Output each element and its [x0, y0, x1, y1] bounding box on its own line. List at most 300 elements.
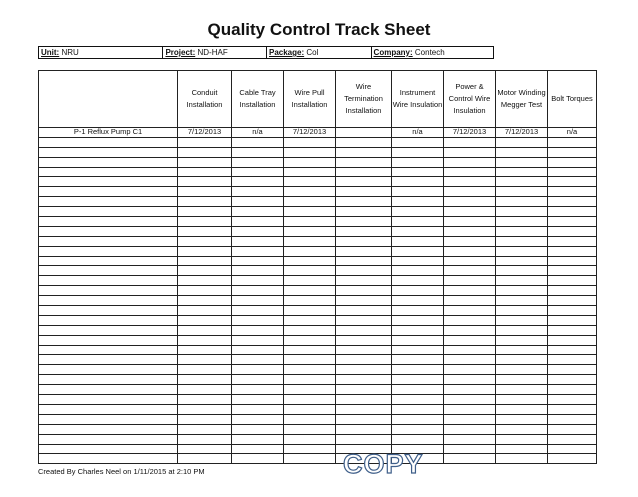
table-row-empty — [39, 276, 597, 286]
table-cell-empty — [178, 335, 232, 345]
column-header: Conduit Installation — [178, 71, 232, 128]
table-cell-empty — [178, 325, 232, 335]
table-cell-empty — [444, 177, 496, 187]
table-row-empty — [39, 424, 597, 434]
table-row-empty — [39, 137, 597, 147]
table-cell-empty — [284, 444, 336, 454]
table-cell-empty — [178, 444, 232, 454]
table-cell-empty — [548, 197, 597, 207]
table-cell-empty — [444, 197, 496, 207]
table-cell-empty — [336, 296, 392, 306]
table-row-empty — [39, 207, 597, 217]
table-cell-empty — [444, 147, 496, 157]
table-cell-empty — [336, 355, 392, 365]
table-cell-empty — [39, 157, 178, 167]
table-cell-empty — [496, 365, 548, 375]
table-row-empty — [39, 385, 597, 395]
company-cell — [372, 47, 493, 58]
table-cell-empty — [178, 276, 232, 286]
table-cell-empty — [178, 454, 232, 464]
unit-label: Unit: — [41, 48, 60, 57]
table-cell-empty — [232, 217, 284, 227]
table-cell-empty — [336, 276, 392, 286]
table-cell-empty — [336, 404, 392, 414]
table-cell-empty — [178, 414, 232, 424]
table-cell-empty — [178, 355, 232, 365]
table-cell-empty — [548, 385, 597, 395]
table-cell-empty — [548, 444, 597, 454]
table-cell-empty — [496, 286, 548, 296]
table-cell-empty — [178, 385, 232, 395]
table-row-empty — [39, 434, 597, 444]
table-cell-empty — [284, 365, 336, 375]
table-cell-empty — [284, 157, 336, 167]
table-cell-empty — [496, 325, 548, 335]
table-cell: 7/12/2013 — [284, 128, 336, 138]
table-row-empty — [39, 256, 597, 266]
table-cell-empty — [284, 217, 336, 227]
table-cell-empty — [336, 325, 392, 335]
unit-value: NRU — [61, 48, 79, 57]
table-cell-empty — [392, 296, 444, 306]
table-cell-empty — [496, 385, 548, 395]
table-cell-empty — [232, 296, 284, 306]
table-cell-empty — [178, 167, 232, 177]
table-cell-empty — [392, 177, 444, 187]
table-cell-empty — [232, 137, 284, 147]
table-cell-empty — [496, 187, 548, 197]
table-cell-empty — [284, 137, 336, 147]
table-cell-empty — [39, 266, 178, 276]
table-row-empty — [39, 315, 597, 325]
table-cell: n/a — [548, 128, 597, 138]
table-cell-empty — [232, 197, 284, 207]
table-cell-empty — [39, 315, 178, 325]
table-cell-empty — [444, 266, 496, 276]
table-row-empty — [39, 236, 597, 246]
column-header: Power & Control Wire Insulation — [444, 71, 496, 128]
company-label: Company: — [373, 48, 413, 57]
table-cell-empty — [444, 315, 496, 325]
table-cell-empty — [232, 147, 284, 157]
table-cell-empty — [444, 385, 496, 395]
table-cell-empty — [39, 424, 178, 434]
table-cell-empty — [232, 414, 284, 424]
table-cell-empty — [444, 306, 496, 316]
table-cell-empty — [392, 217, 444, 227]
table-cell-empty — [444, 355, 496, 365]
company-value: Contech — [414, 48, 445, 57]
table-cell-empty — [39, 375, 178, 385]
table-cell-empty — [548, 167, 597, 177]
table-cell-empty — [284, 335, 336, 345]
table-cell-empty — [178, 306, 232, 316]
table-cell-empty — [284, 187, 336, 197]
table-cell-empty — [178, 365, 232, 375]
table-cell-empty — [284, 375, 336, 385]
table-cell-empty — [548, 296, 597, 306]
table-cell-empty — [232, 444, 284, 454]
table-cell-empty — [178, 424, 232, 434]
table-cell-empty — [548, 226, 597, 236]
table-row-empty — [39, 177, 597, 187]
table-cell-empty — [284, 345, 336, 355]
table-cell-empty — [284, 355, 336, 365]
table-cell-empty — [392, 404, 444, 414]
table-cell-empty — [548, 424, 597, 434]
table-cell-empty — [496, 177, 548, 187]
package-cell — [267, 47, 372, 58]
table-cell-empty — [336, 315, 392, 325]
table-cell-empty — [178, 226, 232, 236]
page-title: Quality Control Track Sheet — [207, 20, 431, 39]
table-cell-empty — [336, 147, 392, 157]
table-cell-empty — [284, 236, 336, 246]
table-cell-empty — [39, 306, 178, 316]
table-row-empty — [39, 296, 597, 306]
table-cell-empty — [284, 276, 336, 286]
table-cell-empty — [178, 404, 232, 414]
table-cell-empty — [392, 325, 444, 335]
table-cell-empty — [392, 365, 444, 375]
table-cell-empty — [336, 414, 392, 424]
table-cell-empty — [39, 217, 178, 227]
table-cell-empty — [444, 296, 496, 306]
table-cell-empty — [39, 325, 178, 335]
table-cell-empty — [548, 345, 597, 355]
table-cell-empty — [336, 395, 392, 405]
table-cell-empty — [444, 137, 496, 147]
table-cell-empty — [178, 395, 232, 405]
table-cell-empty — [284, 246, 336, 256]
package-value: Col — [306, 48, 319, 57]
table-cell-empty — [548, 404, 597, 414]
table-cell-empty — [392, 207, 444, 217]
table-cell-empty — [178, 217, 232, 227]
table-cell-empty — [336, 365, 392, 375]
table-cell-empty — [39, 197, 178, 207]
table-cell-empty — [392, 434, 444, 444]
table-cell-empty — [178, 147, 232, 157]
table-cell-empty — [496, 236, 548, 246]
table-cell-empty — [496, 434, 548, 444]
table-cell-empty — [392, 375, 444, 385]
project-value: ND-HAF — [197, 48, 228, 57]
table-cell-empty — [496, 256, 548, 266]
table-cell — [336, 128, 392, 138]
table-row-empty — [39, 167, 597, 177]
table-cell-empty — [496, 414, 548, 424]
table-cell-empty — [39, 207, 178, 217]
table-cell-empty — [444, 207, 496, 217]
table-cell-empty — [336, 226, 392, 236]
table-row-empty — [39, 335, 597, 345]
table-cell-empty — [496, 217, 548, 227]
table-cell-empty — [496, 296, 548, 306]
table-cell-empty — [496, 375, 548, 385]
table-row-empty — [39, 414, 597, 424]
info-header-row — [38, 46, 494, 59]
table-row-empty — [39, 226, 597, 236]
table-cell-empty — [178, 266, 232, 276]
table-cell-empty — [444, 365, 496, 375]
table-cell-empty — [178, 375, 232, 385]
table-row-empty — [39, 217, 597, 227]
table-cell-empty — [232, 315, 284, 325]
table-cell-empty — [392, 335, 444, 345]
table-cell-empty — [548, 207, 597, 217]
table-cell-empty — [336, 266, 392, 276]
table-row-empty — [39, 355, 597, 365]
table-cell-empty — [284, 404, 336, 414]
table-cell-empty — [444, 187, 496, 197]
table-cell-empty — [392, 395, 444, 405]
table-cell-empty — [392, 246, 444, 256]
table-row-empty — [39, 444, 597, 454]
table-row-empty — [39, 157, 597, 167]
table-row-empty — [39, 266, 597, 276]
table-cell-empty — [232, 187, 284, 197]
table-cell: n/a — [232, 128, 284, 138]
table-cell-empty — [444, 157, 496, 167]
table-cell-empty — [284, 167, 336, 177]
table-cell-empty — [232, 365, 284, 375]
column-header: Wire Pull Installation — [284, 71, 336, 128]
table-cell-empty — [39, 414, 178, 424]
table-cell-empty — [496, 404, 548, 414]
table-cell-empty — [232, 434, 284, 444]
table-cell-empty — [284, 306, 336, 316]
table-cell-empty — [39, 226, 178, 236]
table-cell-empty — [444, 434, 496, 444]
table-cell-empty — [496, 226, 548, 236]
table-cell-empty — [39, 395, 178, 405]
table-cell-empty — [232, 226, 284, 236]
copy-stamp: COPY — [343, 449, 424, 479]
column-header: Instrument Wire Insulation — [392, 71, 444, 128]
table-cell-empty — [39, 246, 178, 256]
table-cell-empty — [284, 395, 336, 405]
table-cell-empty — [496, 454, 548, 464]
table-cell-empty — [336, 246, 392, 256]
table-cell-empty — [444, 404, 496, 414]
table-cell-empty — [392, 414, 444, 424]
table-cell-empty — [336, 385, 392, 395]
table-cell-empty — [444, 256, 496, 266]
project-cell — [163, 47, 267, 58]
table-cell-empty — [548, 236, 597, 246]
table-row-empty — [39, 197, 597, 207]
table-cell-empty — [392, 424, 444, 434]
table-cell-empty — [178, 256, 232, 266]
table-cell-empty — [232, 325, 284, 335]
table-cell-empty — [496, 157, 548, 167]
table-cell-empty — [496, 207, 548, 217]
table-cell-empty — [548, 414, 597, 424]
table-cell-empty — [178, 246, 232, 256]
table-cell-empty — [232, 276, 284, 286]
table-row-empty — [39, 325, 597, 335]
table-cell: 7/12/2013 — [444, 128, 496, 138]
table-cell-empty — [178, 434, 232, 444]
table-cell-empty — [39, 167, 178, 177]
table-cell-empty — [392, 187, 444, 197]
table-cell-empty — [336, 286, 392, 296]
table-cell-empty — [39, 137, 178, 147]
table-cell-empty — [232, 306, 284, 316]
table-cell-empty — [548, 147, 597, 157]
table-cell-empty — [336, 335, 392, 345]
table-cell-empty — [284, 424, 336, 434]
table-cell-empty — [232, 454, 284, 464]
table-cell-empty — [232, 375, 284, 385]
table-header-row — [39, 71, 597, 128]
table-cell-empty — [232, 256, 284, 266]
table-cell-empty — [284, 207, 336, 217]
table-cell-empty — [39, 276, 178, 286]
table-cell-empty — [392, 345, 444, 355]
table-cell-empty — [284, 414, 336, 424]
table-cell-empty — [232, 157, 284, 167]
column-header: Bolt Torques — [548, 71, 597, 128]
table-cell-empty — [232, 385, 284, 395]
table-cell-empty — [444, 414, 496, 424]
table-cell-empty — [336, 306, 392, 316]
table-cell-empty — [444, 454, 496, 464]
table-cell-empty — [232, 236, 284, 246]
table-cell-empty — [444, 424, 496, 434]
table-cell-empty — [284, 256, 336, 266]
table-cell-empty — [392, 256, 444, 266]
table-cell-empty — [392, 385, 444, 395]
table-cell-empty — [548, 286, 597, 296]
column-header: Cable Tray Installation — [232, 71, 284, 128]
table-row-empty — [39, 246, 597, 256]
table-cell-empty — [496, 315, 548, 325]
table-cell-empty — [392, 236, 444, 246]
table-cell-empty — [444, 444, 496, 454]
table-cell-empty — [178, 177, 232, 187]
table-row-empty — [39, 187, 597, 197]
table-cell-empty — [232, 177, 284, 187]
project-label: Project: — [165, 48, 196, 57]
table-cell-empty — [284, 286, 336, 296]
table-cell-empty — [496, 276, 548, 286]
table-cell-empty — [232, 345, 284, 355]
table-cell-empty — [39, 345, 178, 355]
table-cell-empty — [496, 137, 548, 147]
table-cell-empty — [392, 306, 444, 316]
table-row-empty — [39, 306, 597, 316]
table-cell-empty — [548, 365, 597, 375]
table-row-empty — [39, 286, 597, 296]
column-header: Motor Winding Megger Test — [496, 71, 548, 128]
table-cell-empty — [39, 187, 178, 197]
table-cell-empty — [232, 355, 284, 365]
table-cell-empty — [392, 226, 444, 236]
table-cell-empty — [284, 454, 336, 464]
table-cell-empty — [178, 187, 232, 197]
table-cell-empty — [444, 167, 496, 177]
table-cell: P-1 Reflux Pump C1 — [39, 128, 178, 138]
table-cell-empty — [496, 395, 548, 405]
table-row-empty — [39, 454, 597, 464]
table-row-empty — [39, 345, 597, 355]
table-row-empty — [39, 147, 597, 157]
table-cell-empty — [496, 197, 548, 207]
table-cell-empty — [548, 266, 597, 276]
table-cell: 7/12/2013 — [178, 128, 232, 138]
table-cell-empty — [39, 404, 178, 414]
table-cell-empty — [336, 197, 392, 207]
table-cell-empty — [548, 454, 597, 464]
table-cell-empty — [496, 167, 548, 177]
table-cell-empty — [178, 345, 232, 355]
table-cell-empty — [284, 197, 336, 207]
table-cell-empty — [548, 276, 597, 286]
table-cell-empty — [284, 226, 336, 236]
table-cell-empty — [178, 315, 232, 325]
table-cell-empty — [548, 157, 597, 167]
table-row — [39, 128, 597, 138]
table-cell-empty — [496, 355, 548, 365]
table-cell-empty — [39, 147, 178, 157]
table-cell-empty — [39, 256, 178, 266]
table-cell-empty — [548, 217, 597, 227]
table-cell-empty — [496, 266, 548, 276]
table-cell-empty — [496, 306, 548, 316]
table-cell-empty — [392, 167, 444, 177]
unit-cell — [39, 47, 163, 58]
footer-created-by: Created By Charles Neel on 1/11/2015 at 2:10 PM — [38, 467, 205, 476]
table-cell-empty — [548, 256, 597, 266]
table-cell-empty — [336, 375, 392, 385]
table-cell-empty — [39, 236, 178, 246]
table-cell-empty — [392, 147, 444, 157]
table-cell-empty — [392, 137, 444, 147]
table-cell-empty — [496, 335, 548, 345]
table-cell-empty — [444, 286, 496, 296]
table-cell-empty — [444, 226, 496, 236]
table-cell-empty — [284, 147, 336, 157]
table-cell-empty — [548, 395, 597, 405]
table-cell-empty — [444, 276, 496, 286]
table-cell-empty — [336, 137, 392, 147]
table-cell-empty — [232, 335, 284, 345]
table-cell-empty — [336, 167, 392, 177]
table-cell-empty — [548, 306, 597, 316]
table-cell-empty — [392, 157, 444, 167]
table-row-empty — [39, 404, 597, 414]
table-cell-empty — [496, 147, 548, 157]
table-cell-empty — [548, 434, 597, 444]
table-cell-empty — [284, 385, 336, 395]
table-cell-empty — [548, 187, 597, 197]
table-cell-empty — [232, 404, 284, 414]
table-cell-empty — [392, 266, 444, 276]
table-cell-empty — [496, 444, 548, 454]
table-cell-empty — [548, 325, 597, 335]
package-label: Package: — [269, 48, 305, 57]
table-cell-empty — [496, 424, 548, 434]
table-cell-empty — [232, 167, 284, 177]
table-cell-empty — [336, 187, 392, 197]
table-cell-empty — [284, 296, 336, 306]
table-cell-empty — [392, 355, 444, 365]
table-cell-empty — [548, 137, 597, 147]
table-cell-empty — [284, 266, 336, 276]
table-cell-empty — [232, 207, 284, 217]
